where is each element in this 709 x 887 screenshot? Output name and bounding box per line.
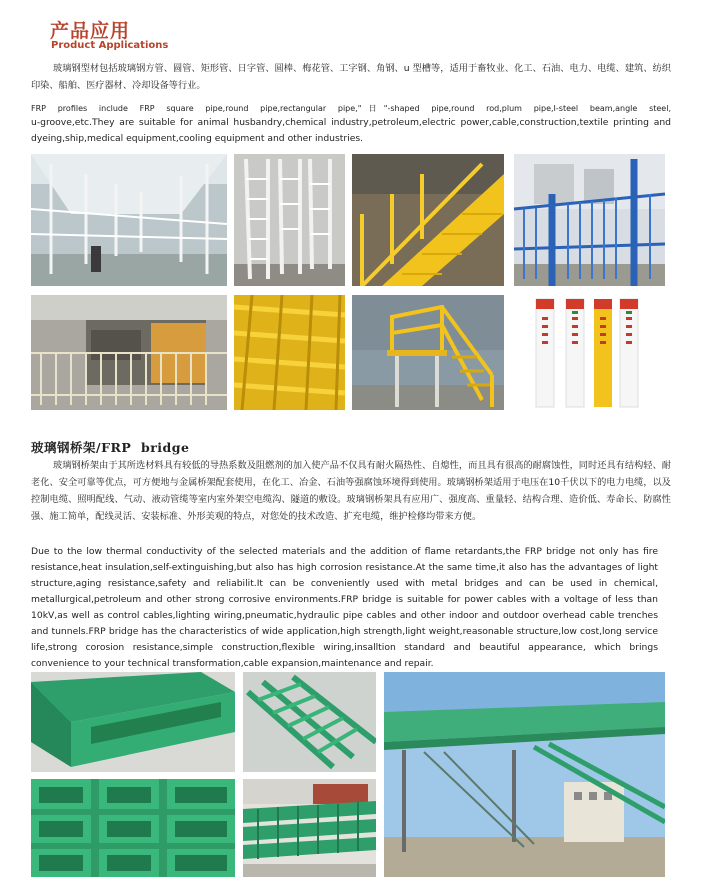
photo-green-cable-tray-1	[31, 672, 235, 772]
applications-paragraph-en-line1: FRP profiles include FRP square pipe,round pipe,rectangular pipe,"日"-shaped pipe,round rod,plum pipe,I-steel beam,angle steel,	[31, 104, 671, 113]
photo-frp-cooling-equipment	[31, 295, 227, 410]
photo-frp-marker-posts	[514, 295, 665, 410]
photo-frp-blue-fence	[514, 154, 665, 286]
bridge-title-separator: /	[96, 440, 102, 455]
photo-frp-yellow-grating	[234, 295, 345, 410]
bridge-paragraph-en: Due to the low thermal conductivity of the selected materials and the addition of flame retardants,the FRP bridge not only has fire resistance,heat insulation,self-extinguishing,but also has high corrosion resistance.At the same time,it also has the advantages of light structure,aging resistance,safety and reliabilit.It can be conveniently used with metal bridges and can be used in chemical, metallurgical,petroleum and other strong corrosive environments.FRP bridge is suitable for power cables with a voltage of less than 10kV,as well as control cables,lighting wiring,pneumatic,hydraulic pipe cables and other indoor and outdoor overhead cable trenches and tunnels.FRP bridge has the characteristics of wide application,high strength,light weight,reasonable structure,low cost,long service life,strong corosion resistance,simple construction,flexible wiring,insalltion standard and beautiful appearance, which brings convenience to your technical transformation,cable expansion,maintenance and repair.	[31, 546, 658, 669]
page-title: 产品应用	[50, 20, 131, 42]
bridge-paragraph-cn: 玻璃钢桥架由于其所选材料具有较低的导热系数及阻燃剂的加入使产品不仅具有耐火隔热性、自熄性，而且具有很高的耐腐蚀性，同时还具有结构轻、耐老化、安全可靠等优点，可方便地与金属桥架配套使用，在化工、冶金、石油等强腐蚀环境得到使用。玻璃钢桥架适用于电压在10千伏以下的电力电缆，以及控制电缆、照明配线、气动、液动管缆等室内室外架空电缆沟、隧道的敷设。玻璃钢桥架具有应用广、强度高、重量轻、结构合理、造价低、寿命长、防腐性强、施工简单，配线灵活、安装标准、外形美观的特点，对您处的技术改造、扩充电缆，维护检修均带来方便。	[31, 460, 671, 522]
bridge-section-title	[31, 438, 189, 456]
photo-frp-ladders	[234, 154, 345, 286]
page-subtitle: Product Applications	[51, 40, 169, 51]
bridge-title-cn: 玻璃钢桥架	[31, 440, 97, 455]
bridge-title-en: FRP bridge	[101, 440, 190, 455]
photo-frp-yellow-stairs	[352, 154, 504, 286]
applications-paragraph-cn: 玻璃钢型材包括玻璃钢方管、圆管、矩形管、日字管、圆棒、梅花管、工字钢、角钢、u 型槽等，适用于畜牧业、化工、石油、电力、电缆、建筑、纺织印染、船舶、医疗器材、冷却设备等行业。	[31, 63, 671, 91]
photo-frp-greenhouse	[31, 154, 227, 286]
photo-frp-platform-stairs	[352, 295, 504, 410]
photo-outdoor-cable-bridge	[384, 672, 665, 877]
applications-paragraph-en: u-groove,etc.They are suitable for animal husbandry,chemical industry,petroleum,electric power,cable,construction,textile printing and dyeing,ship,medical equipment,cooling equipment and other industries.	[31, 117, 671, 144]
photo-green-cable-ladder	[243, 672, 376, 772]
photo-green-cable-tray-stack	[31, 779, 235, 877]
photo-green-cable-ladders-outdoor	[243, 779, 376, 877]
